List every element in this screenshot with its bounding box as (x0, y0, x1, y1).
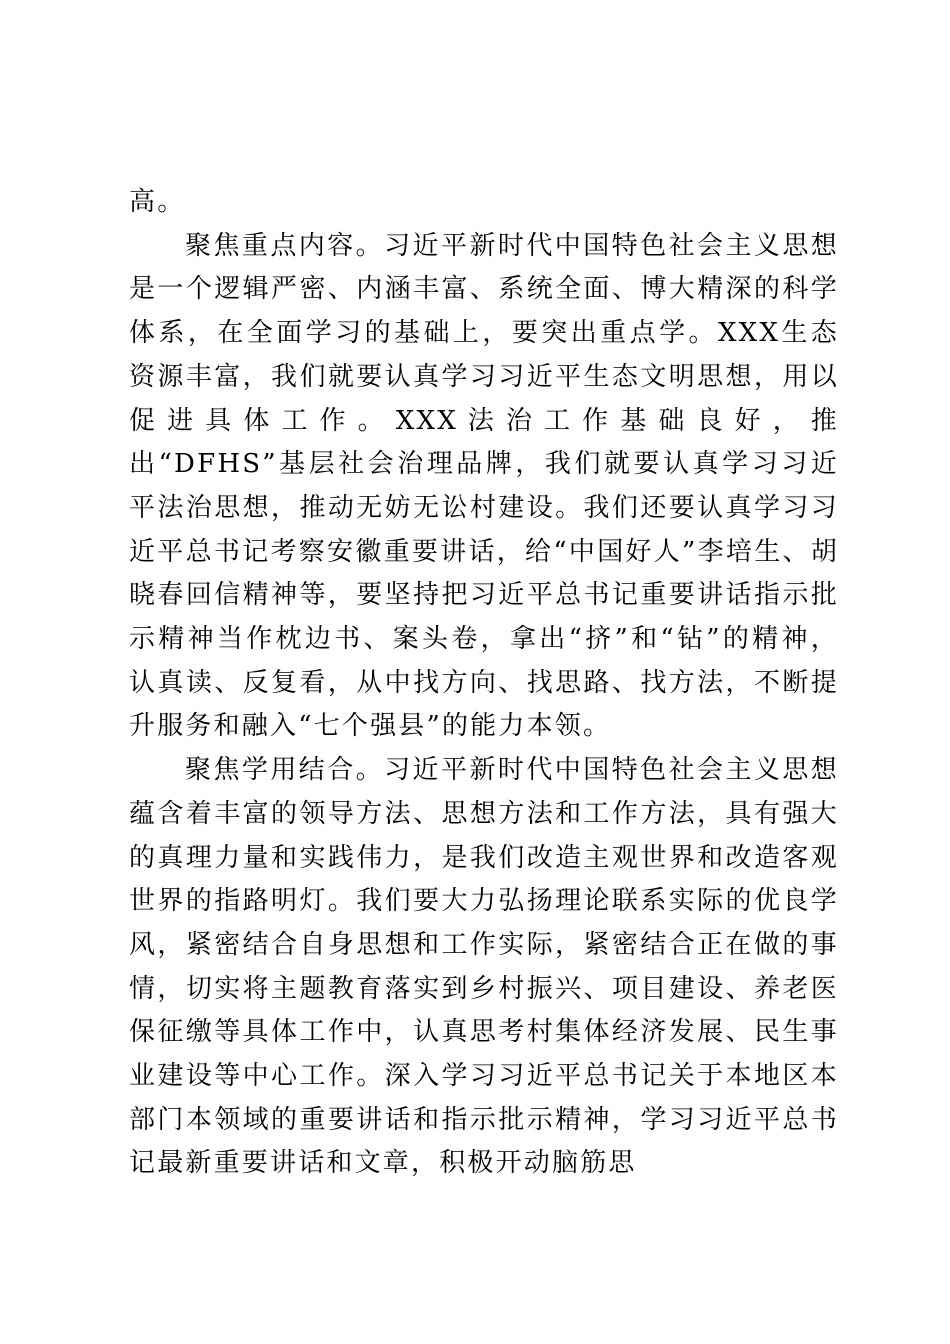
body-text (129, 181, 839, 1186)
paragraph-continuation: 高。 (129, 187, 186, 217)
paragraph-focus-key-content: 聚焦重点内容。习近平新时代中国特色社会主义思想是一个逻辑严密、内涵丰富、系统全面、博大精深的科学体系，在全面学习的基础上，要突出重点学。XXX生态资源丰富，我们就要认真学习习近平生态文明思想，用以促进具体工作。XXX法治工作基础良好，推出“DFHS”基层社会治理品牌，我们就要认真学习习近平法治思想，推动无妨无讼村建设。我们还要认真学习习近平总书记考察安徽重要讲话，给“中国好人”李培生、胡晓春回信精神等，要坚持把习近平总书记重要讲话指示批示精神当作枕边书、案头卷，拿出“挤”和“钻”的精神，认真读、反复看，从中找方向、找思路、找方法，不断提升服务和融入“七个强县”的能力本领。 (129, 230, 839, 742)
paragraph-focus-learning-application: 聚焦学用结合。习近平新时代中国特色社会主义思想蕴含着丰富的领导方法、思想方法和工作方法，具有强大的真理力量和实践伟力，是我们改造主观世界和改造客观世界的指路明灯。我们要大力弘扬理论联系实际的优良学风，紧密结合自身思想和工作实际，紧密结合正在做的事情，切实将主题教育落实到乡村振兴、项目建设、养老医保征缴等具体工作中，认真思考村集体经济发展、民生事业建设等中心工作。深入学习习近平总书记关于本地区本部门本领域的重要讲话和指示批示精神，学习习近平总书记最新重要讲话和文章，积极开动脑筋思 (129, 755, 839, 1179)
